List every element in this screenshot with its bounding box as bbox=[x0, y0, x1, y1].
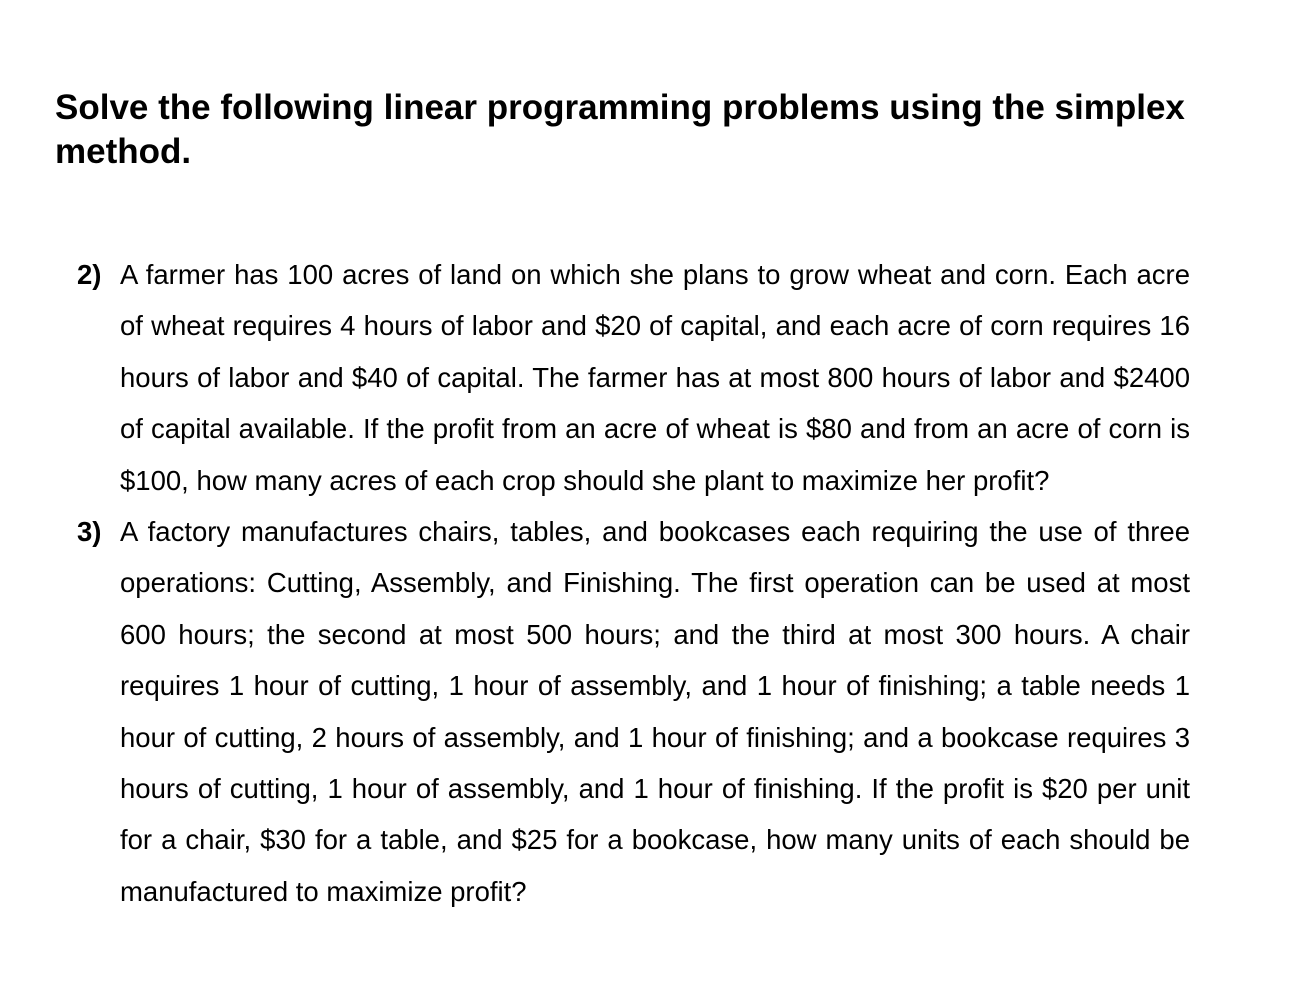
problem-text: A factory manufactures chairs, tables, and bookcases each requiring the use of three operations: Cutting, Assembly, and Finishing. The first operation can be used at most 600 hours; the second at most 500 hours; and the third at most 300 hours. A chair requires 1 hour of cutting, 1 hour of assembly, and 1 hour of finishing; a table needs 1 hour of cutting, 2 hours of assembly, and 1 hour of finishing; and a bookcase requires 3 hours of cutting, 1 hour of assembly, and 1 hour of finishing. If the profit is $20 per unit for a chair, $30 for a table, and $25 for a bookcase, how many units of each should be manufactured to maximize profit? bbox=[120, 516, 1190, 907]
problem-text: A farmer has 100 acres of land on which she plans to grow wheat and corn. Each acre of wheat requires 4 hours of labor and $20 of capital, and each acre of corn requires 16 hours of labor and $40 of capital. The farmer has at most 800 hours of labor and $2400 of capital available. If the profit from an acre of wheat is $80 and from an acre of corn is $100, how many acres of each crop should she plant to maximize her profit? bbox=[120, 259, 1190, 496]
page-heading: Solve the following linear programming problems using the simplex method. bbox=[55, 88, 1185, 171]
problem-number: 3) bbox=[77, 516, 102, 548]
problem-number: 2) bbox=[77, 259, 102, 290]
problem-item-2 bbox=[0, 249, 1190, 506]
problem-list bbox=[0, 249, 1297, 917]
problem-item-3 bbox=[0, 506, 1190, 917]
